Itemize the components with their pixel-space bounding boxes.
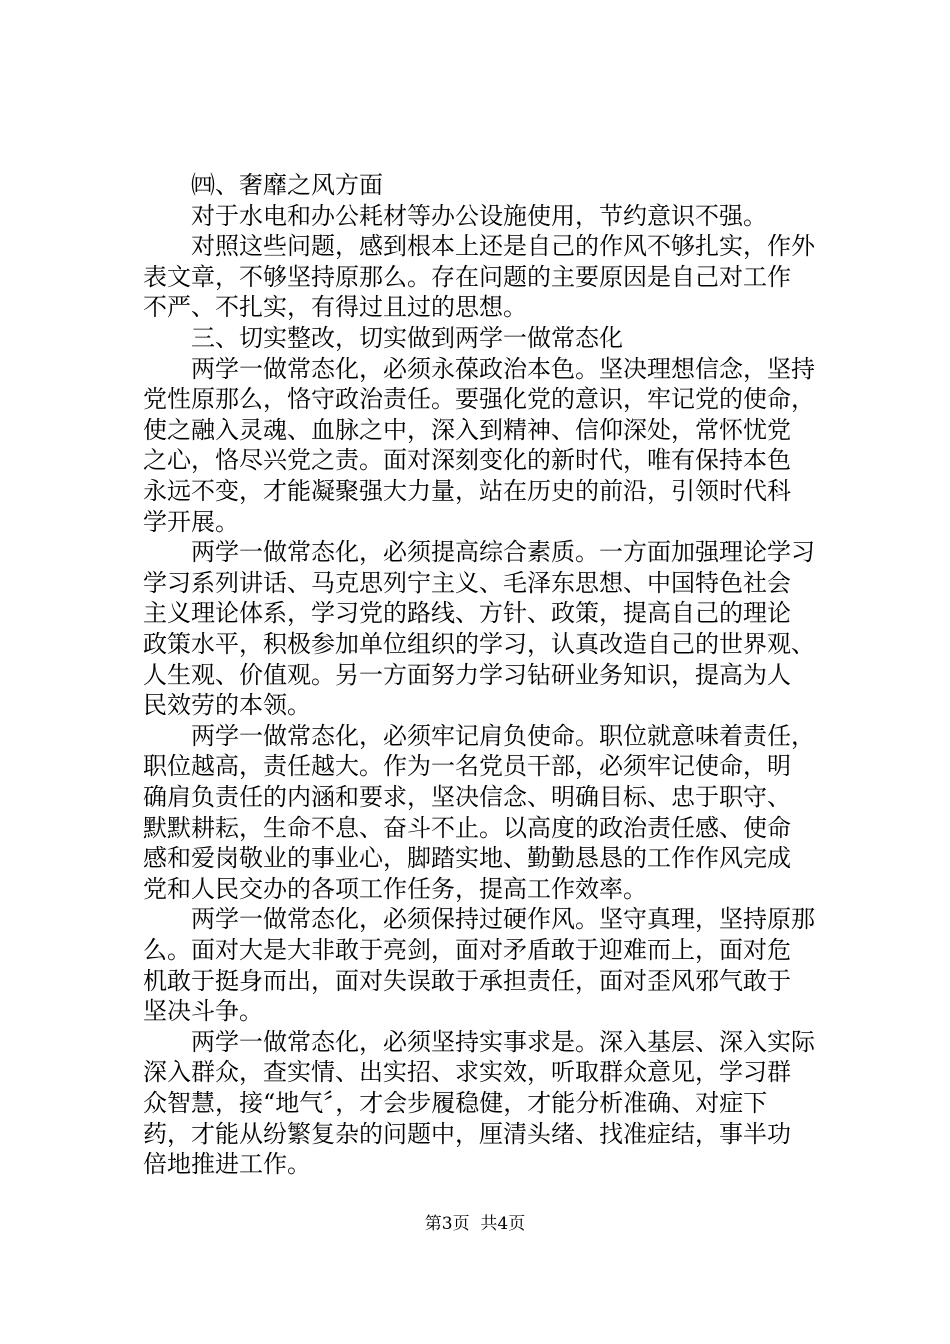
text-line: 三、切实整改，切实做到两学一做常态化 (143, 324, 623, 352)
text-line: 倍地推进工作。 (143, 1150, 311, 1179)
text-line: 党性原那么，恪守政治责任。要强化党的意识，牢记党的使命， (143, 385, 815, 414)
text-line: 使之融入灵魂、血脉之中，深入到精神、信仰深处，常怀忧党 (143, 415, 791, 444)
text-line: 主义理论体系，学习党的路线、方针、政策，提高自己的理论 (143, 599, 791, 628)
text-line: 么。面对大是大非敢于亮剑，面对矛盾敢于迎难而上，面对危 (143, 936, 791, 964)
text-line: 两学一做常态化，必须提高综合素质。一方面加强理论学习 (143, 538, 815, 567)
text-line: 永远不变，才能凝聚强大力量，站在历史的前沿，引领时代科 (143, 477, 791, 505)
text-line: 不严、不扎实，有得过且过的思想。 (143, 293, 527, 322)
text-line: 感和爱岗敬业的事业心，脚踏实地、勤勤恳恳的工作作风完成 (143, 844, 791, 873)
text-line: 两学一做常态化，必须永葆政治本色。坚决理想信念，坚持 (143, 354, 815, 383)
page-footer: 第3页 共4页 (424, 1214, 526, 1234)
text-line: 众智慧，接“地气〞，才会步履稳健，才能分析准确、对症下 (143, 1089, 768, 1117)
text-line: 两学一做常态化，必须牢记肩负使命。职位就意味着责任， (143, 721, 815, 750)
text-line: 学习系列讲话、马克思列宁主义、毛泽东思想、中国特色社会 (143, 568, 791, 597)
text-line: 两学一做常态化，必须坚持实事求是。深入基层、深入实际 (143, 1027, 815, 1056)
text-line: 默默耕耘，生命不息、奋斗不止。以高度的政治责任感、使命 (143, 813, 791, 842)
text-line: ㈣、奢靡之风方面 (143, 171, 383, 199)
text-line: 学开展。 (143, 507, 239, 536)
text-line: 确肩负责任的内涵和要求，坚决信念、明确目标、忠于职守、 (143, 783, 791, 811)
text-line: 深入群众，查实情、出实招、求实效，听取群众意见，学习群 (143, 1058, 791, 1087)
text-line: 表文章，不够坚持原那么。存在问题的主要原因是自己对工作 (143, 262, 791, 291)
text-line: 机敢于挺身而出，面对失误敢于承担责任，面对歪风邪气敢于 (143, 966, 791, 995)
text-line: 药，才能从纷繁复杂的问题中，厘清头绪、找准症结，事半功 (143, 1119, 791, 1148)
text-line: 对于水电和办公耗材等办公设施使用，节约意识不强。 (143, 201, 767, 230)
text-line: 人生观、价值观。另一方面努力学习钻研业务知识，提高为人 (143, 660, 791, 689)
text-line: 对照这些问题，感到根本上还是自己的作风不够扎实，作外 (143, 232, 815, 261)
text-line: 政策水平，积极参加单位组织的学习，认真改造自己的世界观、 (143, 630, 815, 658)
text-line: 民效劳的本领。 (143, 691, 311, 720)
text-line: 坚决斗争。 (143, 997, 263, 1026)
text-line: 之心，恪尽兴党之责。面对深刻变化的新时代，唯有保持本色 (143, 446, 791, 475)
text-line: 党和人民交办的各项工作任务，提高工作效率。 (143, 874, 647, 903)
text-line: 职位越高，责任越大。作为一名党员干部，必须牢记使命，明 (143, 752, 791, 781)
text-line: 两学一做常态化，必须保持过硬作风。坚守真理，坚持原那 (143, 905, 815, 934)
